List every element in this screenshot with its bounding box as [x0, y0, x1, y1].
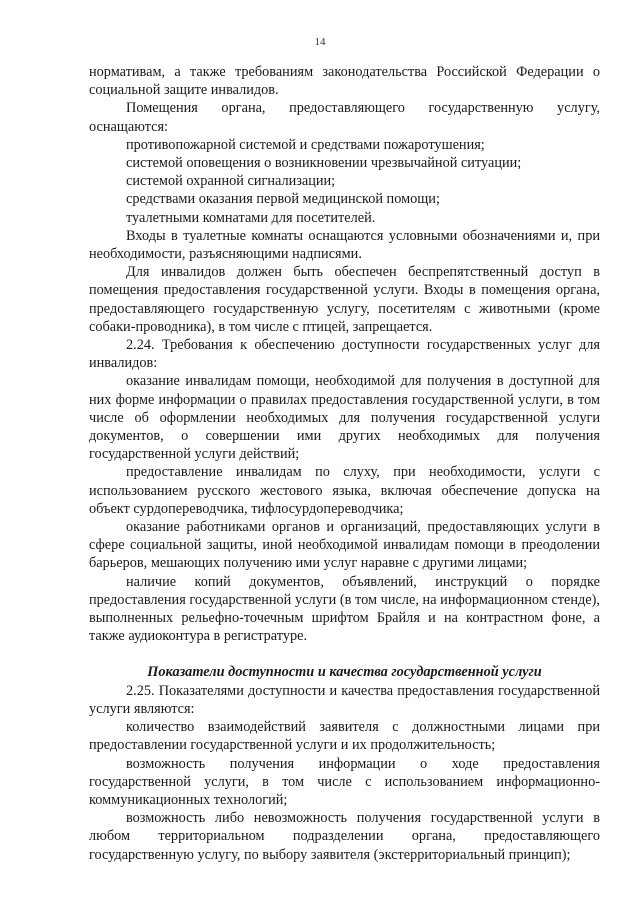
paragraph: Помещения органа, предоставляющего государственную услугу, оснащаются:	[89, 100, 600, 135]
paragraph: Входы в туалетные комнаты оснащаются условными обозначениями и, при необходимости, разъясняющими надписями.	[89, 227, 600, 263]
list-item: средствами оказания первой медицинской помощи;	[126, 191, 440, 208]
document-body	[89, 63, 600, 864]
paragraph: количество взаимодействий заявителя с должностными лицами при предоставлении государственной услуги и их продолжительность;	[89, 719, 600, 754]
list-item: противопожарной системой и средствами пожаротушения;	[126, 136, 485, 153]
paragraph: 2.24. Требования к обеспечению доступности государственных услуг для инвалидов:	[89, 337, 600, 372]
paragraph: предоставление инвалидам по слуху, при необходимости, услуги с использованием русского жестового языка, включая обеспечение допуска на объект сурдопереводчика, тифлосурдопереводчика;	[89, 464, 600, 517]
paragraph: оказание работниками органов и организаций, предоставляющих услуги в сфере социальной защиты, иной необходимой инвалидам помощи в преодолении барьеров, мешающих получению ими услуг наравне с другими лицами;	[89, 519, 600, 572]
page-number: 14	[314, 36, 326, 48]
paragraph: Для инвалидов должен быть обеспечен беспрепятственный доступ в помещения предоставления государственной услуги. Входы в помещения органа, предоставляющего государственную услугу, посетителям с животными (кроме собаки-проводника), в том числе с птицей, запрещается.	[89, 264, 600, 335]
paragraph: 2.25. Показателями доступности и качества предоставления государственной услуги являются:	[89, 682, 600, 717]
paragraph: наличие копий документов, объявлений, инструкций о порядке предоставления государственной услуги (в том числе, на информационном стенде), выполненных рельефно-точечным шрифтом Брайля и на контрастном фоне, а также аудиоконтура в регистратуре.	[89, 573, 600, 645]
paragraph: возможность получения информации о ходе предоставления государственной услуги, в том числе с использованием информационно-коммуникационных технологий;	[89, 755, 600, 808]
section-heading: Показатели доступности и качества государственной услуги	[147, 663, 542, 680]
list-item: системой оповещения о возникновении чрезвычайной ситуации;	[126, 155, 522, 172]
paragraph: возможность либо невозможность получения государственной услуги в любом территориальном подразделении органа, предоставляющего государственную услугу, по выбору заявителя (экстерриториальный принцип);	[89, 810, 600, 863]
list-item: системой охранной сигнализации;	[126, 173, 336, 190]
paragraph: нормативам, а также требованиям законодательства Российской Федерации о социальной защите инвалидов.	[89, 64, 600, 99]
paragraph: оказание инвалидам помощи, необходимой для получения в доступной для них форме информации о правилах предоставления государственной услуги, в том числе об оформлении необходимых для получения государственной услуги документов, о совершении ими других необходимых для получения государственной услуги действий;	[89, 373, 600, 463]
list-item: туалетными комнатами для посетителей.	[126, 209, 376, 226]
